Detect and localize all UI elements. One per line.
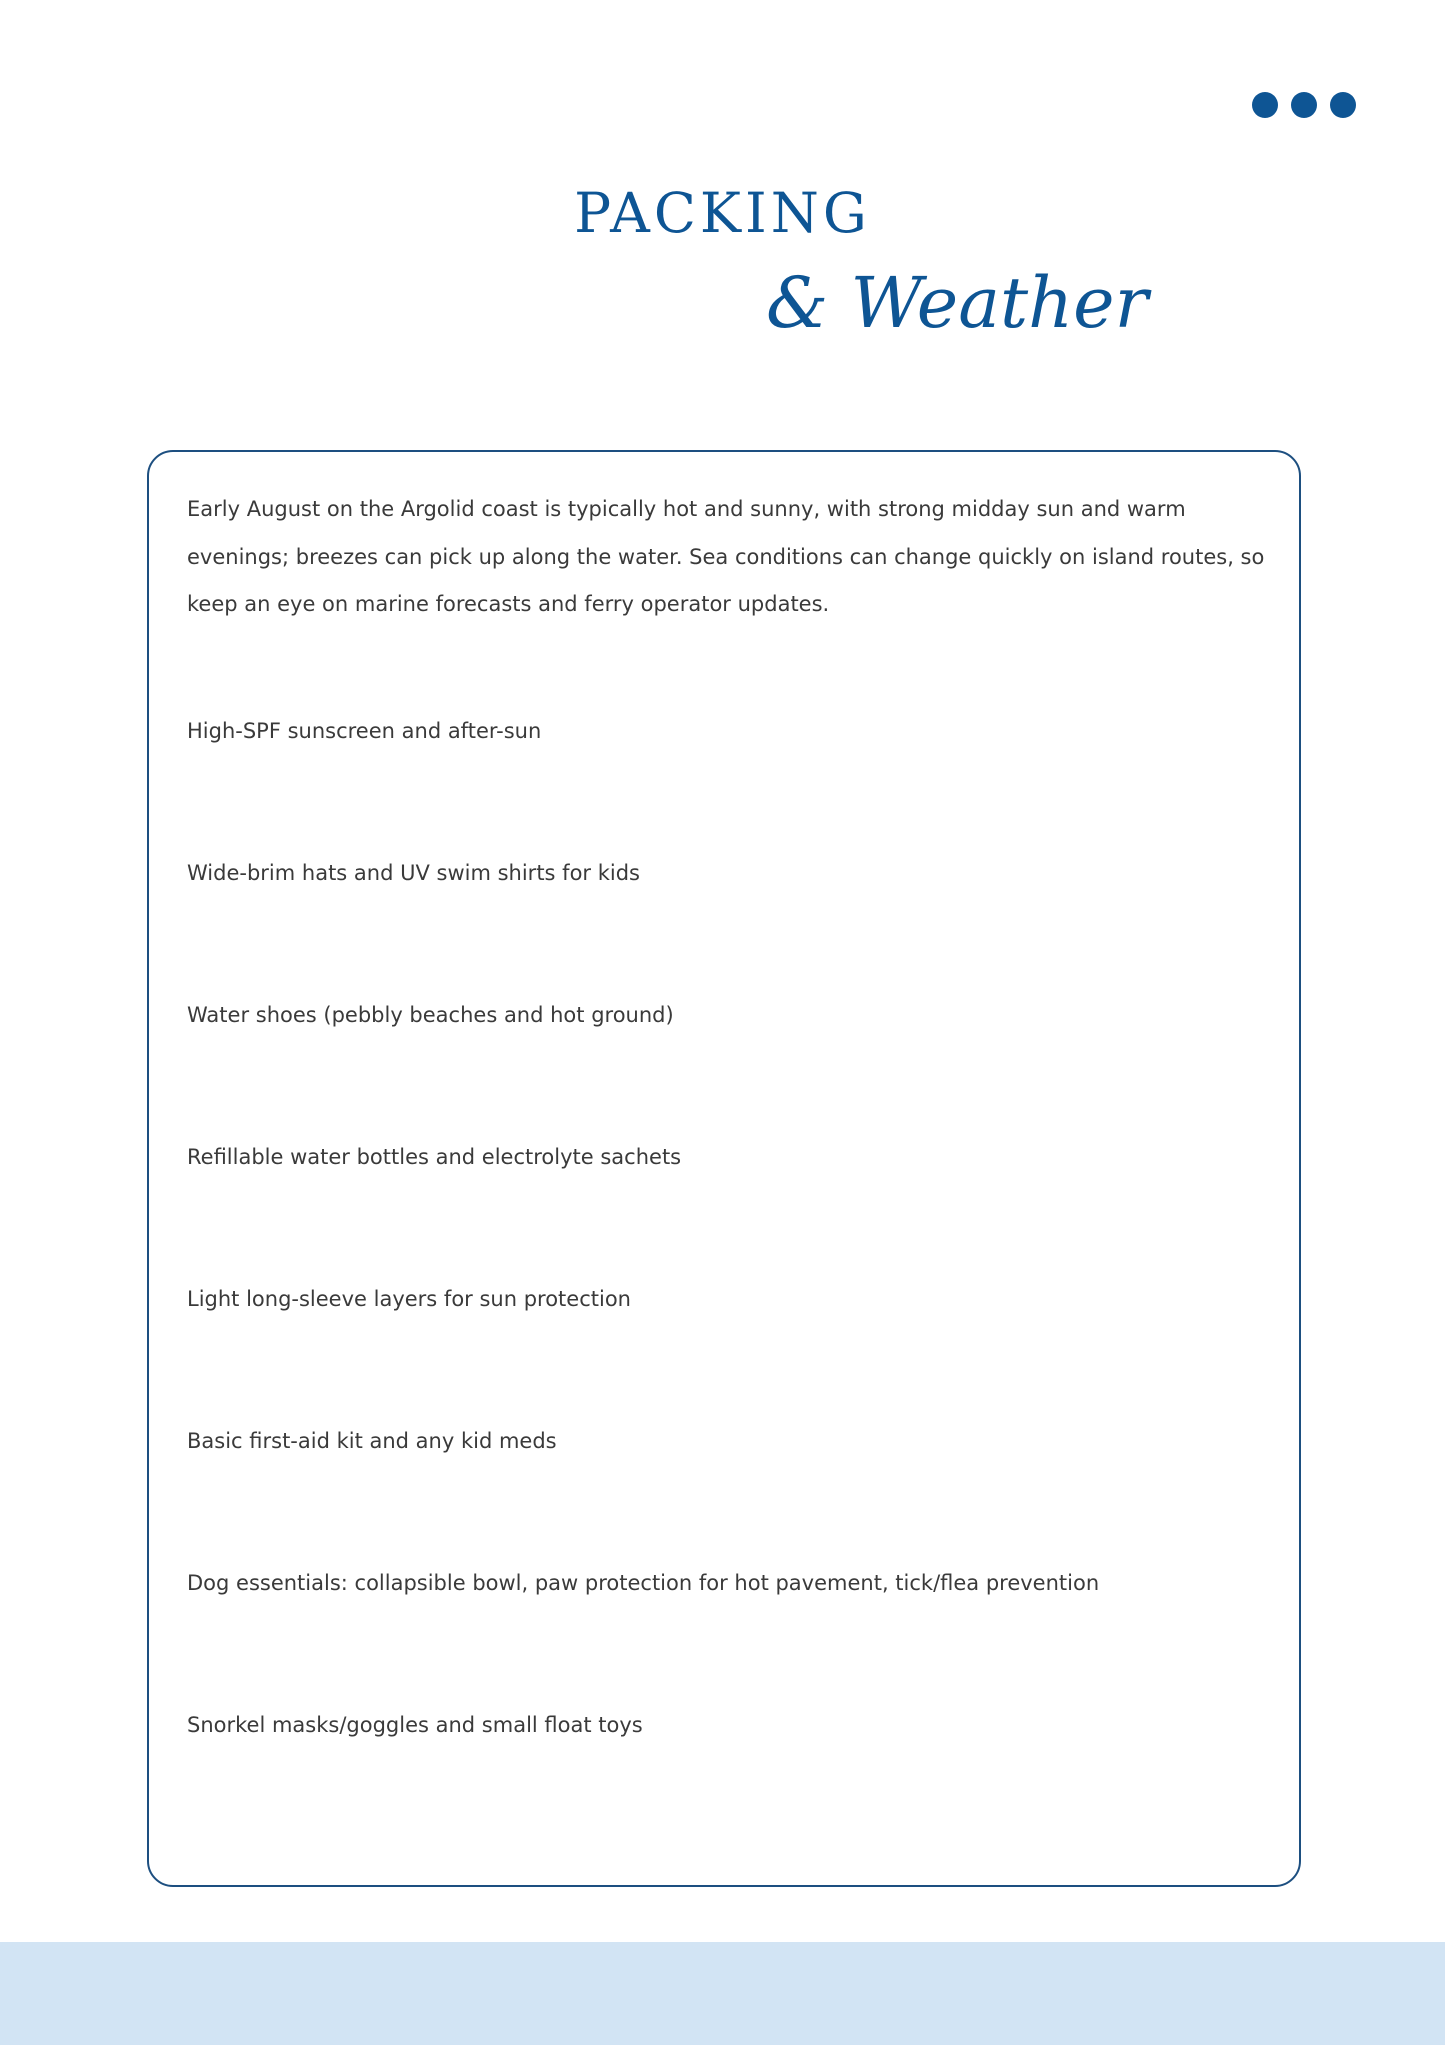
list-item: Snorkel masks/goggles and small float toys: [187, 1713, 643, 1737]
dot-2: [1291, 92, 1317, 118]
page-title: PACKING: [574, 181, 871, 245]
packing-weather-card: [147, 450, 1301, 1887]
list-item: Dog essentials: collapsible bowl, paw protection for hot pavement, tick/flea prevention: [187, 1571, 1100, 1595]
list-item: Refillable water bottles and electrolyte sachets: [187, 1145, 682, 1169]
more-dots-icon: [1252, 92, 1356, 118]
list-item: Water shoes (pebbly beaches and hot ground): [187, 1003, 674, 1027]
list-item: Basic first-aid kit and any kid meds: [187, 1429, 557, 1453]
dot-1: [1252, 92, 1278, 118]
list-item: Wide-brim hats and UV swim shirts for kids: [187, 861, 640, 885]
list-item: High-SPF sunscreen and after-sun: [187, 719, 542, 743]
script-subtitle-text: & Weather: [766, 262, 1149, 344]
dot-3: [1330, 92, 1356, 118]
script-subtitle: [760, 245, 1160, 360]
footer-band: [0, 1942, 1445, 2045]
list-item: Light long-sleeve layers for sun protection: [187, 1287, 631, 1311]
weather-intro: Early August on the Argolid coast is typically hot and sunny, with strong midday sun and warm evenings; breezes can pick up along the water. Sea conditions can change quickly on island routes, so keep an eye on marine forecasts and ferry operator updates.: [187, 497, 1265, 616]
